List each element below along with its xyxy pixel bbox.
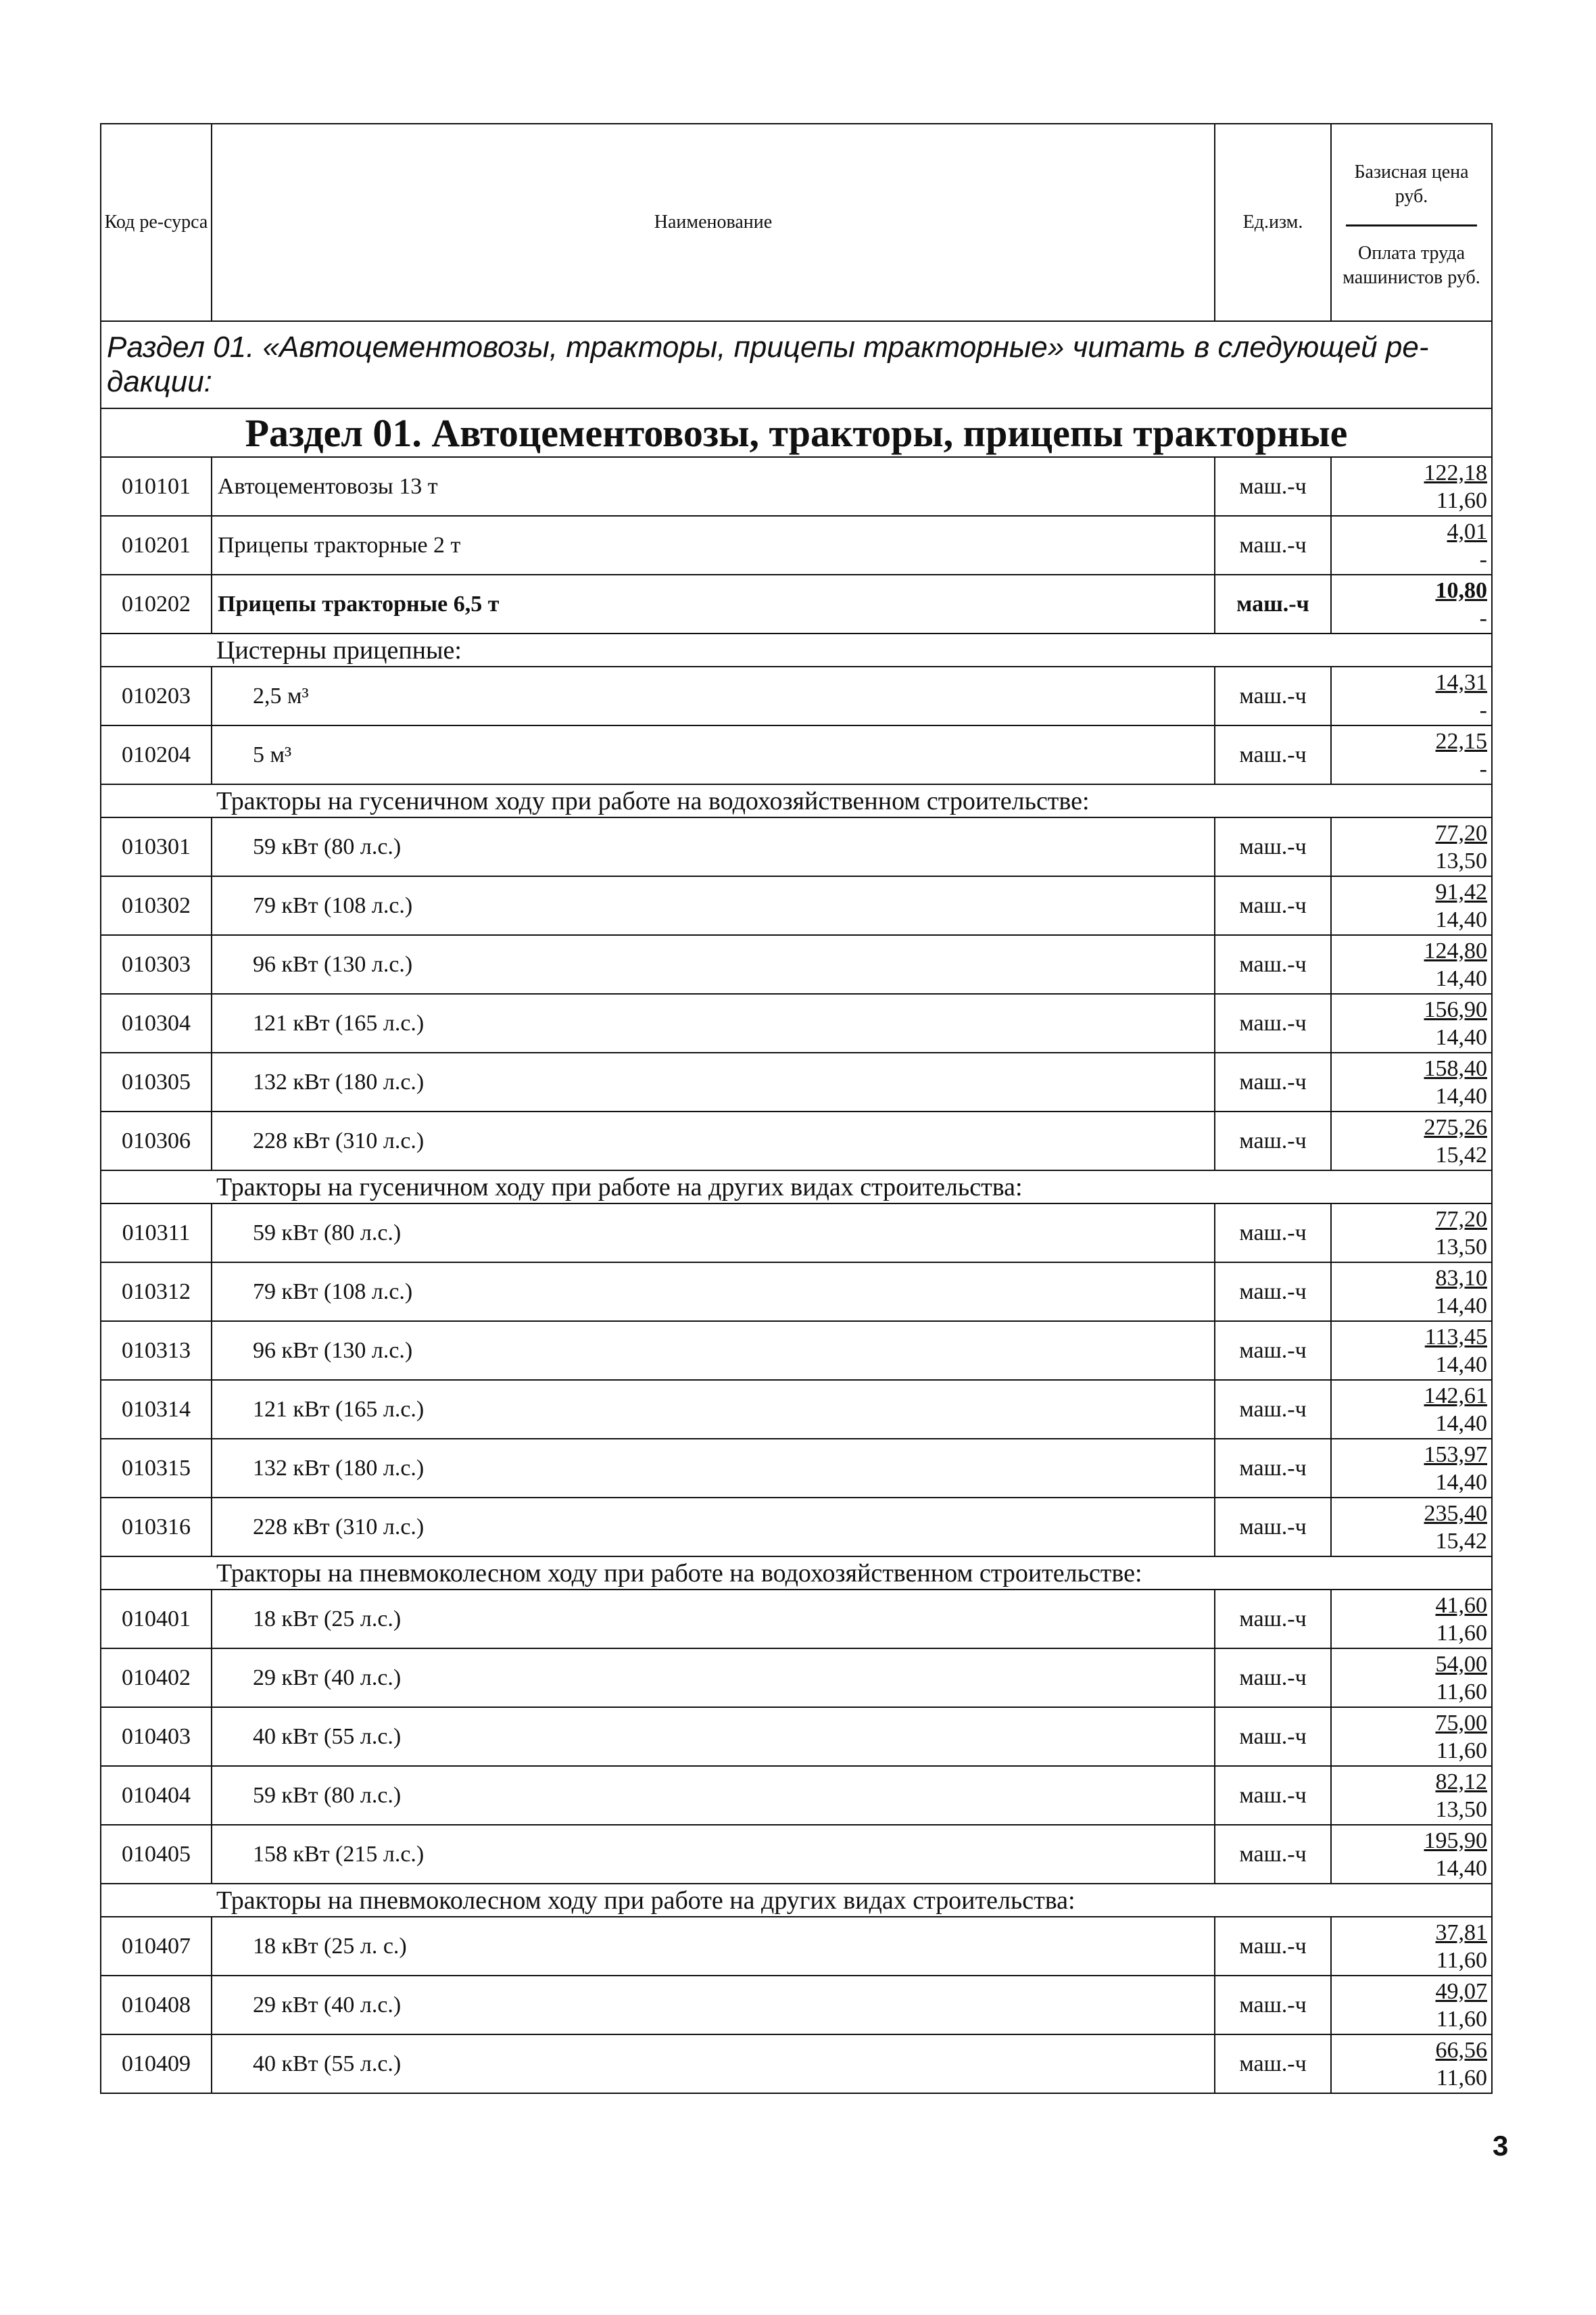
resource-code: 010302: [101, 876, 212, 935]
operator-wage: 14,40: [1435, 1083, 1487, 1109]
resource-unit: маш.-ч: [1215, 516, 1331, 575]
subgroup-label: Тракторы на пневмоколесном ходу при работе на других видах строительства:: [101, 1884, 1492, 1917]
operator-wage: -: [1479, 605, 1487, 631]
table-row: [101, 876, 1492, 935]
table-row: [101, 935, 1492, 994]
resource-name: 59 кВт (80 л.с.): [212, 817, 1215, 876]
resource-code: 010405: [101, 1825, 212, 1884]
resource-name: 79 кВт (108 л.с.): [212, 876, 1215, 935]
base-price: 49,07: [1435, 1978, 1487, 2004]
resource-code: 010303: [101, 935, 212, 994]
base-price: 82,12: [1435, 1769, 1487, 1794]
base-price: 153,97: [1424, 1441, 1487, 1467]
operator-wage: 15,42: [1435, 1528, 1487, 1554]
resource-code: 010203: [101, 667, 212, 725]
table-row: [101, 1203, 1492, 1262]
resource-unit: маш.-ч: [1215, 1707, 1331, 1766]
resource-unit: маш.-ч: [1215, 1262, 1331, 1321]
resource-unit: маш.-ч: [1215, 457, 1331, 516]
resource-code: 010401: [101, 1590, 212, 1648]
resource-price: [1331, 1203, 1492, 1262]
resource-unit: маш.-ч: [1215, 1825, 1331, 1884]
resource-code: 010409: [101, 2034, 212, 2093]
resource-unit: маш.-ч: [1215, 935, 1331, 994]
resource-price: [1331, 817, 1492, 876]
amendment-note: Раздел 01. «Автоцементовозы, тракторы, прицепы тракторные» читать в следующей ре-дакции:: [101, 321, 1492, 408]
resource-name: 132 кВт (180 л.с.): [212, 1439, 1215, 1498]
resource-name: 18 кВт (25 л.с.): [212, 1590, 1215, 1648]
resource-unit: маш.-ч: [1215, 876, 1331, 935]
resource-price: [1331, 1321, 1492, 1380]
resource-name: 96 кВт (130 л.с.): [212, 1321, 1215, 1380]
resource-unit: маш.-ч: [1215, 1766, 1331, 1825]
table-row: [101, 1439, 1492, 1498]
subgroup-label: Тракторы на гусеничном ходу при работе на других видах строительства:: [101, 1170, 1492, 1203]
base-price: 66,56: [1435, 2037, 1487, 2063]
base-price: 156,90: [1424, 997, 1487, 1022]
base-price: 22,15: [1435, 728, 1487, 754]
resource-price: [1331, 1112, 1492, 1170]
table-row: [101, 1648, 1492, 1707]
resource-name: 40 кВт (55 л.с.): [212, 1707, 1215, 1766]
base-price: 91,42: [1435, 879, 1487, 905]
resource-price: [1331, 725, 1492, 784]
operator-wage: 14,40: [1435, 1024, 1487, 1050]
resource-code: 010315: [101, 1439, 212, 1498]
header-unit: Ед.изм.: [1215, 124, 1331, 321]
resource-name: 228 кВт (310 л.с.): [212, 1112, 1215, 1170]
base-price: 124,80: [1424, 938, 1487, 963]
operator-wage: 13,50: [1435, 1234, 1487, 1260]
page-number: 3: [1493, 2130, 1509, 2162]
resource-table: [100, 123, 1493, 2094]
table-row: [101, 1707, 1492, 1766]
operator-wage: 11,60: [1436, 2065, 1487, 2091]
operator-wage: 11,60: [1436, 1947, 1487, 1973]
table-row: [101, 667, 1492, 725]
resource-unit: маш.-ч: [1215, 2034, 1331, 2093]
resource-name: 40 кВт (55 л.с.): [212, 2034, 1215, 2093]
resource-price: [1331, 1707, 1492, 1766]
subgroup-row: [101, 1556, 1492, 1590]
operator-wage: 11,60: [1436, 1738, 1487, 1763]
resource-code: 010305: [101, 1053, 212, 1112]
operator-wage: 14,40: [1435, 907, 1487, 932]
operator-wage: 14,40: [1435, 1410, 1487, 1436]
table-row: [101, 2034, 1492, 2093]
base-price: 113,45: [1424, 1324, 1487, 1350]
base-price: 41,60: [1435, 1592, 1487, 1618]
resource-name: 5 м³: [212, 725, 1215, 784]
resource-price: [1331, 667, 1492, 725]
resource-unit: маш.-ч: [1215, 667, 1331, 725]
resource-unit: маш.-ч: [1215, 1380, 1331, 1439]
operator-wage: 11,60: [1436, 1620, 1487, 1646]
resource-code: 010312: [101, 1262, 212, 1321]
resource-price: [1331, 935, 1492, 994]
resource-price: [1331, 1590, 1492, 1648]
resource-price: [1331, 1380, 1492, 1439]
resource-code: 010304: [101, 994, 212, 1053]
amendment-note-row: [101, 321, 1492, 408]
header-price-base: Базисная цена руб.: [1354, 161, 1469, 208]
resource-name: Автоцементовозы 13 т: [212, 457, 1215, 516]
resource-code: 010306: [101, 1112, 212, 1170]
resource-code: 010314: [101, 1380, 212, 1439]
table-row: [101, 1380, 1492, 1439]
table-row: [101, 516, 1492, 575]
resource-unit: маш.-ч: [1215, 1053, 1331, 1112]
subgroup-label: Тракторы на гусеничном ходу при работе на водохозяйственном строительстве:: [101, 784, 1492, 817]
table-row: [101, 725, 1492, 784]
resource-code: 010301: [101, 817, 212, 876]
base-price: 235,40: [1424, 1500, 1487, 1526]
resource-name: 228 кВт (310 л.с.): [212, 1498, 1215, 1556]
header-code: Код ре-сурса: [101, 124, 212, 321]
resource-unit: маш.-ч: [1215, 994, 1331, 1053]
resource-price: [1331, 2034, 1492, 2093]
operator-wage: -: [1479, 697, 1487, 723]
operator-wage: 14,40: [1435, 1469, 1487, 1495]
resource-unit: маш.-ч: [1215, 1439, 1331, 1498]
subgroup-label: Тракторы на пневмоколесном ходу при работе на водохозяйственном строительстве:: [101, 1556, 1492, 1590]
resource-unit: маш.-ч: [1215, 1321, 1331, 1380]
operator-wage: 11,60: [1436, 487, 1487, 513]
resource-unit: маш.-ч: [1215, 575, 1331, 634]
resource-code: 010408: [101, 1976, 212, 2034]
base-price: 77,20: [1435, 1206, 1487, 1232]
table-row: [101, 1262, 1492, 1321]
table-row: [101, 994, 1492, 1053]
section-title-row: [101, 408, 1492, 457]
subgroup-row: [101, 634, 1492, 667]
base-price: 275,26: [1424, 1114, 1487, 1140]
operator-wage: -: [1479, 756, 1487, 782]
resource-price: [1331, 457, 1492, 516]
resource-price: [1331, 994, 1492, 1053]
table-row: [101, 817, 1492, 876]
resource-unit: маш.-ч: [1215, 1112, 1331, 1170]
resource-price: [1331, 1262, 1492, 1321]
resource-code: 010201: [101, 516, 212, 575]
table-row: [101, 1590, 1492, 1648]
base-price: 195,90: [1424, 1828, 1487, 1853]
subgroup-label: Цистерны прицепные:: [101, 634, 1492, 667]
resource-name: 29 кВт (40 л.с.): [212, 1976, 1215, 2034]
table-row: [101, 1498, 1492, 1556]
resource-price: [1331, 1976, 1492, 2034]
base-price: 54,00: [1435, 1651, 1487, 1677]
resource-price: [1331, 1648, 1492, 1707]
section-title: Раздел 01. Автоцементовозы, тракторы, прицепы тракторные: [101, 408, 1492, 457]
resource-name: 79 кВт (108 л.с.): [212, 1262, 1215, 1321]
resource-name: 59 кВт (80 л.с.): [212, 1203, 1215, 1262]
resource-code: 010407: [101, 1917, 212, 1976]
resource-name: Прицепы тракторные 6,5 т: [212, 575, 1215, 634]
resource-unit: маш.-ч: [1215, 1590, 1331, 1648]
resource-name: 121 кВт (165 л.с.): [212, 994, 1215, 1053]
operator-wage: 14,40: [1435, 965, 1487, 991]
subgroup-row: [101, 1884, 1492, 1917]
resource-code: 010402: [101, 1648, 212, 1707]
resource-code: 010311: [101, 1203, 212, 1262]
base-price: 10,80: [1435, 577, 1487, 603]
operator-wage: -: [1479, 546, 1487, 572]
base-price: 142,61: [1424, 1383, 1487, 1408]
operator-wage: 14,40: [1435, 1855, 1487, 1881]
resource-price: [1331, 876, 1492, 935]
base-price: 37,81: [1435, 1919, 1487, 1945]
base-price: 158,40: [1424, 1055, 1487, 1081]
operator-wage: 13,50: [1435, 1796, 1487, 1822]
resource-price: [1331, 1439, 1492, 1498]
resource-name: 96 кВт (130 л.с.): [212, 935, 1215, 994]
resource-name: Прицепы тракторные 2 т: [212, 516, 1215, 575]
resource-code: 010313: [101, 1321, 212, 1380]
resource-price: [1331, 516, 1492, 575]
header-price-wage: Оплата труда машинистов руб.: [1343, 242, 1480, 288]
subgroup-row: [101, 784, 1492, 817]
resource-code: 010101: [101, 457, 212, 516]
table-row: [101, 1825, 1492, 1884]
resource-name: 18 кВт (25 л. с.): [212, 1917, 1215, 1976]
subgroup-row: [101, 1170, 1492, 1203]
resource-unit: маш.-ч: [1215, 1498, 1331, 1556]
resource-unit: маш.-ч: [1215, 1976, 1331, 2034]
resource-name: 121 кВт (165 л.с.): [212, 1380, 1215, 1439]
resource-unit: маш.-ч: [1215, 1203, 1331, 1262]
header-name: Наименование: [212, 124, 1215, 321]
operator-wage: 14,40: [1435, 1293, 1487, 1318]
resource-name: 59 кВт (80 л.с.): [212, 1766, 1215, 1825]
resource-code: 010316: [101, 1498, 212, 1556]
table-row: [101, 1321, 1492, 1380]
resource-price: [1331, 1825, 1492, 1884]
operator-wage: 11,60: [1436, 2006, 1487, 2032]
resource-code: 010404: [101, 1766, 212, 1825]
resource-unit: маш.-ч: [1215, 817, 1331, 876]
operator-wage: 14,40: [1435, 1352, 1487, 1377]
operator-wage: 15,42: [1435, 1142, 1487, 1168]
resource-price: [1331, 1053, 1492, 1112]
resource-unit: маш.-ч: [1215, 1917, 1331, 1976]
resource-price: [1331, 1917, 1492, 1976]
table-row: [101, 1976, 1492, 2034]
document-page: [100, 123, 1491, 2094]
base-price: 122,18: [1424, 460, 1487, 485]
table-header: [101, 124, 1492, 321]
resource-name: 2,5 м³: [212, 667, 1215, 725]
table-row: [101, 1766, 1492, 1825]
header-price: [1331, 124, 1492, 321]
resource-price: [1331, 575, 1492, 634]
table-row: [101, 1917, 1492, 1976]
resource-name: 132 кВт (180 л.с.): [212, 1053, 1215, 1112]
base-price: 4,01: [1447, 519, 1487, 544]
resource-name: 158 кВт (215 л.с.): [212, 1825, 1215, 1884]
base-price: 75,00: [1435, 1710, 1487, 1736]
resource-unit: маш.-ч: [1215, 725, 1331, 784]
base-price: 14,31: [1435, 669, 1487, 695]
resource-unit: маш.-ч: [1215, 1648, 1331, 1707]
base-price: 77,20: [1435, 820, 1487, 846]
resource-name: 29 кВт (40 л.с.): [212, 1648, 1215, 1707]
table-row: [101, 1112, 1492, 1170]
table-row: [101, 575, 1492, 634]
resource-code: 010202: [101, 575, 212, 634]
base-price: 83,10: [1435, 1265, 1487, 1291]
resource-price: [1331, 1498, 1492, 1556]
table-row: [101, 1053, 1492, 1112]
table-row: [101, 457, 1492, 516]
operator-wage: 13,50: [1435, 848, 1487, 874]
operator-wage: 11,60: [1436, 1679, 1487, 1704]
resource-code: 010204: [101, 725, 212, 784]
resource-code: 010403: [101, 1707, 212, 1766]
resource-price: [1331, 1766, 1492, 1825]
